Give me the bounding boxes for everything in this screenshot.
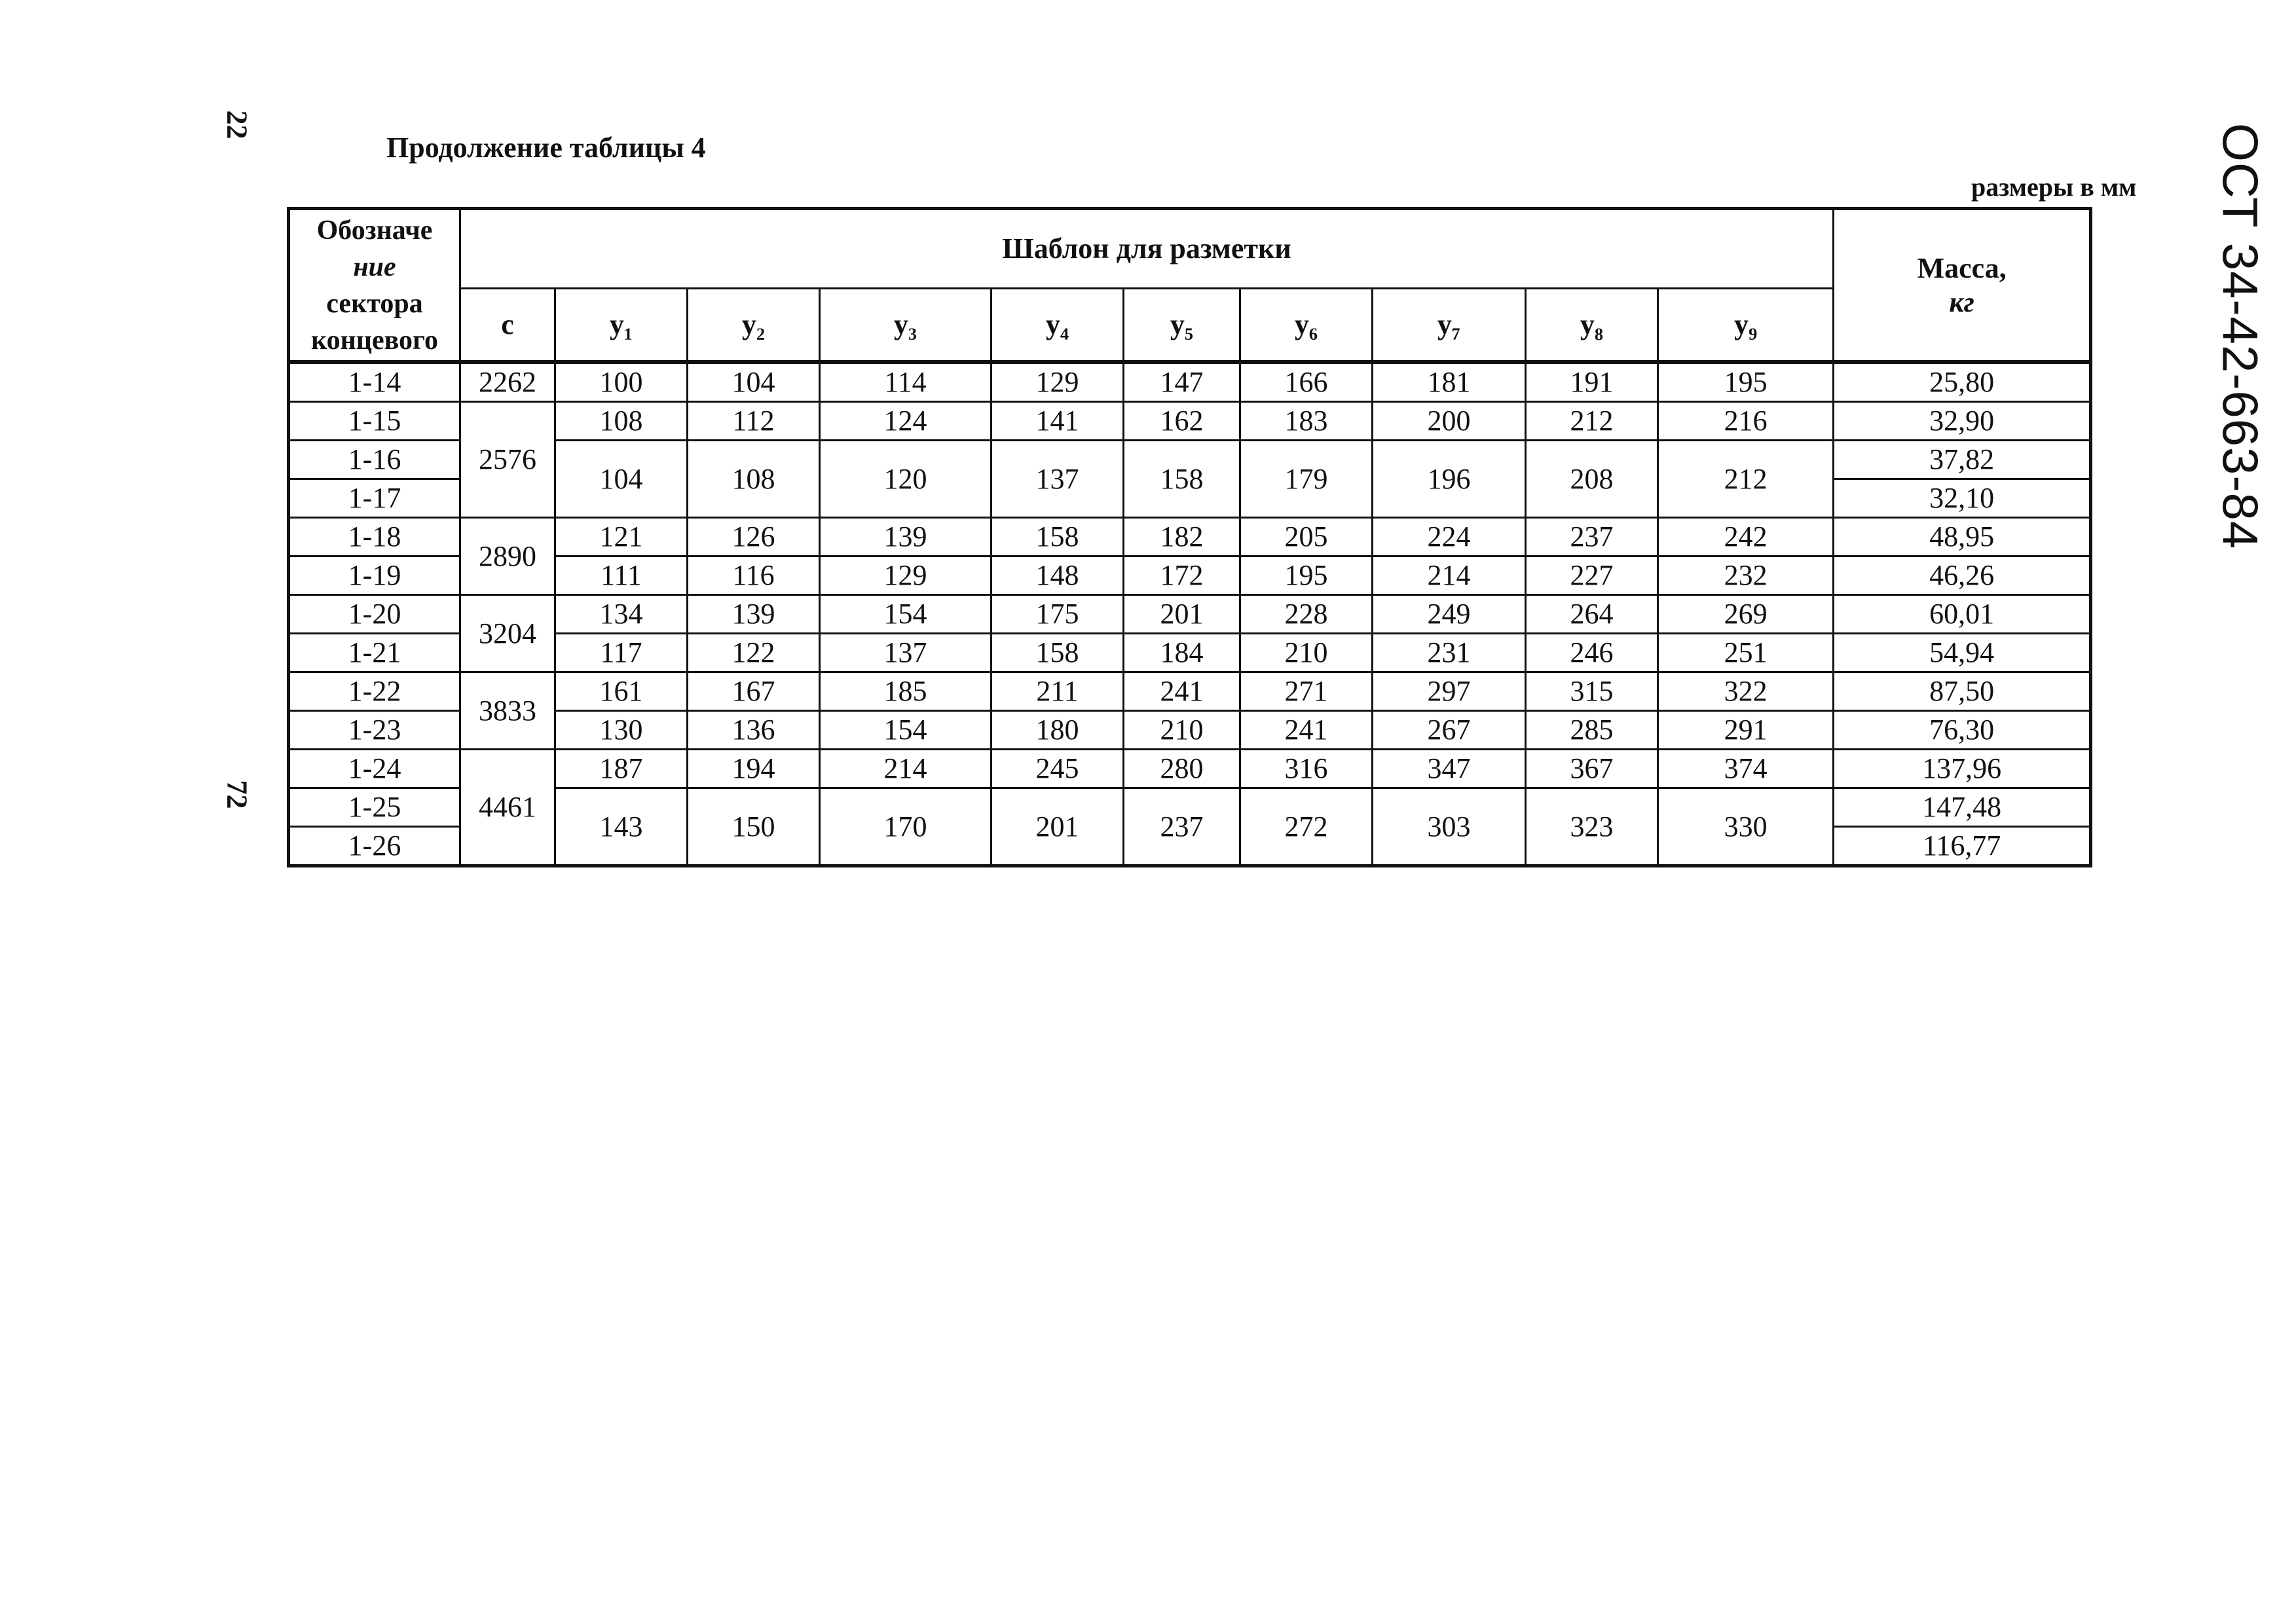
y-cell: 129: [820, 556, 991, 595]
c-cell: 2262: [460, 362, 555, 402]
designation-header: [289, 209, 460, 363]
designation-cell: 1-23: [289, 711, 460, 750]
mass-cell: 32,90: [1834, 402, 2091, 441]
mass-cell: 147,48: [1834, 788, 2091, 827]
col-header-y8: y₈: [1526, 289, 1658, 363]
y-cell: 158: [991, 518, 1124, 556]
y-cell: 271: [1240, 672, 1373, 711]
y-cell: 100: [555, 362, 688, 402]
y-cell: 272: [1240, 788, 1373, 866]
data-table: [287, 207, 2092, 867]
col-header-y1: y₁: [555, 289, 688, 363]
y-cell: 227: [1526, 556, 1658, 595]
c-cell: 4461: [460, 750, 555, 866]
designation-cell: 1-20: [289, 595, 460, 634]
y-cell: 291: [1658, 711, 1834, 750]
mass-cell: 116,77: [1834, 827, 2091, 866]
designation-cell: 1-18: [289, 518, 460, 556]
col-header-y2: y₂: [688, 289, 820, 363]
y-cell: 117: [555, 634, 688, 672]
table-row: [289, 750, 2091, 788]
y-cell: 139: [820, 518, 991, 556]
y-cell: 137: [991, 441, 1124, 518]
y-cell: 147: [1124, 362, 1240, 402]
col-header-y9: y₉: [1658, 289, 1834, 363]
y-cell: 130: [555, 711, 688, 750]
y-cell: 330: [1658, 788, 1834, 866]
y-cell: 185: [820, 672, 991, 711]
mass-cell: 76,30: [1834, 711, 2091, 750]
mass-cell: 25,80: [1834, 362, 2091, 402]
y-cell: 137: [820, 634, 991, 672]
y-cell: 367: [1526, 750, 1658, 788]
mass-header-line1: Масса,: [1917, 251, 2007, 284]
designation-cell: 1-22: [289, 672, 460, 711]
y-cell: 122: [688, 634, 820, 672]
y-cell: 108: [555, 402, 688, 441]
y-cell: 212: [1658, 441, 1834, 518]
y-cell: 232: [1658, 556, 1834, 595]
y-cell: 195: [1658, 362, 1834, 402]
y-cell: 249: [1373, 595, 1526, 634]
mass-cell: 137,96: [1834, 750, 2091, 788]
y-cell: 179: [1240, 441, 1373, 518]
designation-cell: 1-25: [289, 788, 460, 827]
designation-cell: 1-26: [289, 827, 460, 866]
y-cell: 251: [1658, 634, 1834, 672]
mass-cell: 32,10: [1834, 479, 2091, 518]
table-row: [289, 402, 2091, 441]
y-cell: 241: [1240, 711, 1373, 750]
designation-cell: 1-24: [289, 750, 460, 788]
col-header-y3: y₃: [820, 289, 991, 363]
designation-header-line4: концевого: [310, 325, 439, 356]
table-row: [289, 518, 2091, 556]
y-cell: 231: [1373, 634, 1526, 672]
y-cell: 267: [1373, 711, 1526, 750]
designation-header-line1: Обозначе: [316, 215, 433, 246]
y-cell: 108: [688, 441, 820, 518]
mass-cell: 87,50: [1834, 672, 2091, 711]
y-cell: 201: [991, 788, 1124, 866]
y-cell: 183: [1240, 402, 1373, 441]
y-cell: 316: [1240, 750, 1373, 788]
y-cell: 297: [1373, 672, 1526, 711]
y-cell: 237: [1526, 518, 1658, 556]
y-cell: 187: [555, 750, 688, 788]
y-cell: 196: [1373, 441, 1526, 518]
y-cell: 216: [1658, 402, 1834, 441]
y-cell: 264: [1526, 595, 1658, 634]
y-cell: 104: [688, 362, 820, 402]
table-row: [289, 788, 2091, 827]
y-cell: 211: [991, 672, 1124, 711]
y-cell: 167: [688, 672, 820, 711]
y-cell: 212: [1526, 402, 1658, 441]
y-cell: 120: [820, 441, 991, 518]
col-header-y7: y₇: [1373, 289, 1526, 363]
y-cell: 242: [1658, 518, 1834, 556]
y-cell: 303: [1373, 788, 1526, 866]
y-cell: 158: [991, 634, 1124, 672]
y-cell: 194: [688, 750, 820, 788]
y-cell: 195: [1240, 556, 1373, 595]
y-cell: 237: [1124, 788, 1240, 866]
designation-cell: 1-17: [289, 479, 460, 518]
mass-header-line2: кг: [1949, 285, 1974, 318]
y-cell: 228: [1240, 595, 1373, 634]
table-row: [289, 441, 2091, 479]
table-caption: Продолжение таблицы 4: [386, 132, 706, 164]
y-cell: 180: [991, 711, 1124, 750]
y-cell: 172: [1124, 556, 1240, 595]
y-cell: 210: [1240, 634, 1373, 672]
y-cell: 224: [1373, 518, 1526, 556]
designation-header-line2: ние: [353, 251, 396, 282]
units-note: размеры в мм: [1971, 172, 2137, 202]
col-header-y6: y₆: [1240, 289, 1373, 363]
mass-cell: 60,01: [1834, 595, 2091, 634]
table-row: [289, 711, 2091, 750]
y-cell: 245: [991, 750, 1124, 788]
y-cell: 184: [1124, 634, 1240, 672]
y-cell: 143: [555, 788, 688, 866]
document-code: ОСТ 34-42-663-84: [2212, 122, 2268, 550]
y-cell: 124: [820, 402, 991, 441]
y-cell: 201: [1124, 595, 1240, 634]
y-cell: 154: [820, 595, 991, 634]
y-cell: 269: [1658, 595, 1834, 634]
designation-cell: 1-21: [289, 634, 460, 672]
table-row: [289, 362, 2091, 402]
table-row: [289, 595, 2091, 634]
y-cell: 129: [991, 362, 1124, 402]
c-cell: 3833: [460, 672, 555, 750]
y-cell: 246: [1526, 634, 1658, 672]
y-cell: 134: [555, 595, 688, 634]
mass-cell: 37,82: [1834, 441, 2091, 479]
y-cell: 374: [1658, 750, 1834, 788]
mass-cell: 54,94: [1834, 634, 2091, 672]
y-cell: 191: [1526, 362, 1658, 402]
y-cell: 322: [1658, 672, 1834, 711]
y-cell: 112: [688, 402, 820, 441]
y-cell: 139: [688, 595, 820, 634]
y-cell: 148: [991, 556, 1124, 595]
y-cell: 150: [688, 788, 820, 866]
y-cell: 141: [991, 402, 1124, 441]
designation-cell: 1-19: [289, 556, 460, 595]
y-cell: 280: [1124, 750, 1240, 788]
template-group-header: Шаблон для разметки: [460, 209, 1834, 289]
y-cell: 181: [1373, 362, 1526, 402]
mass-cell: 48,95: [1834, 518, 2091, 556]
col-header-c: c: [460, 289, 555, 363]
y-cell: 104: [555, 441, 688, 518]
c-cell: 2576: [460, 402, 555, 518]
y-cell: 214: [1373, 556, 1526, 595]
y-cell: 323: [1526, 788, 1658, 866]
y-cell: 210: [1124, 711, 1240, 750]
c-cell: 3204: [460, 595, 555, 672]
designation-cell: 1-16: [289, 441, 460, 479]
table-row: [289, 556, 2091, 595]
mass-header: [1834, 209, 2091, 363]
y-cell: 208: [1526, 441, 1658, 518]
mass-cell: 46,26: [1834, 556, 2091, 595]
y-cell: 136: [688, 711, 820, 750]
y-cell: 114: [820, 362, 991, 402]
y-cell: 214: [820, 750, 991, 788]
designation-cell: 1-15: [289, 402, 460, 441]
designation-cell: 1-14: [289, 362, 460, 402]
table-row: [289, 672, 2091, 711]
y-cell: 116: [688, 556, 820, 595]
y-cell: 175: [991, 595, 1124, 634]
y-cell: 166: [1240, 362, 1373, 402]
y-cell: 205: [1240, 518, 1373, 556]
y-cell: 161: [555, 672, 688, 711]
y-cell: 162: [1124, 402, 1240, 441]
designation-header-line3: сектора: [326, 288, 423, 319]
col-header-y5: y₅: [1124, 289, 1240, 363]
page-number-top: 22: [221, 110, 253, 139]
page-number-side: 72: [221, 780, 253, 809]
c-cell: 2890: [460, 518, 555, 595]
y-cell: 182: [1124, 518, 1240, 556]
y-cell: 285: [1526, 711, 1658, 750]
col-header-y4: y₄: [991, 289, 1124, 363]
y-cell: 170: [820, 788, 991, 866]
y-cell: 126: [688, 518, 820, 556]
y-cell: 111: [555, 556, 688, 595]
y-cell: 241: [1124, 672, 1240, 711]
y-cell: 154: [820, 711, 991, 750]
y-cell: 347: [1373, 750, 1526, 788]
y-cell: 200: [1373, 402, 1526, 441]
table-row: [289, 634, 2091, 672]
y-cell: 315: [1526, 672, 1658, 711]
y-cell: 121: [555, 518, 688, 556]
y-cell: 158: [1124, 441, 1240, 518]
